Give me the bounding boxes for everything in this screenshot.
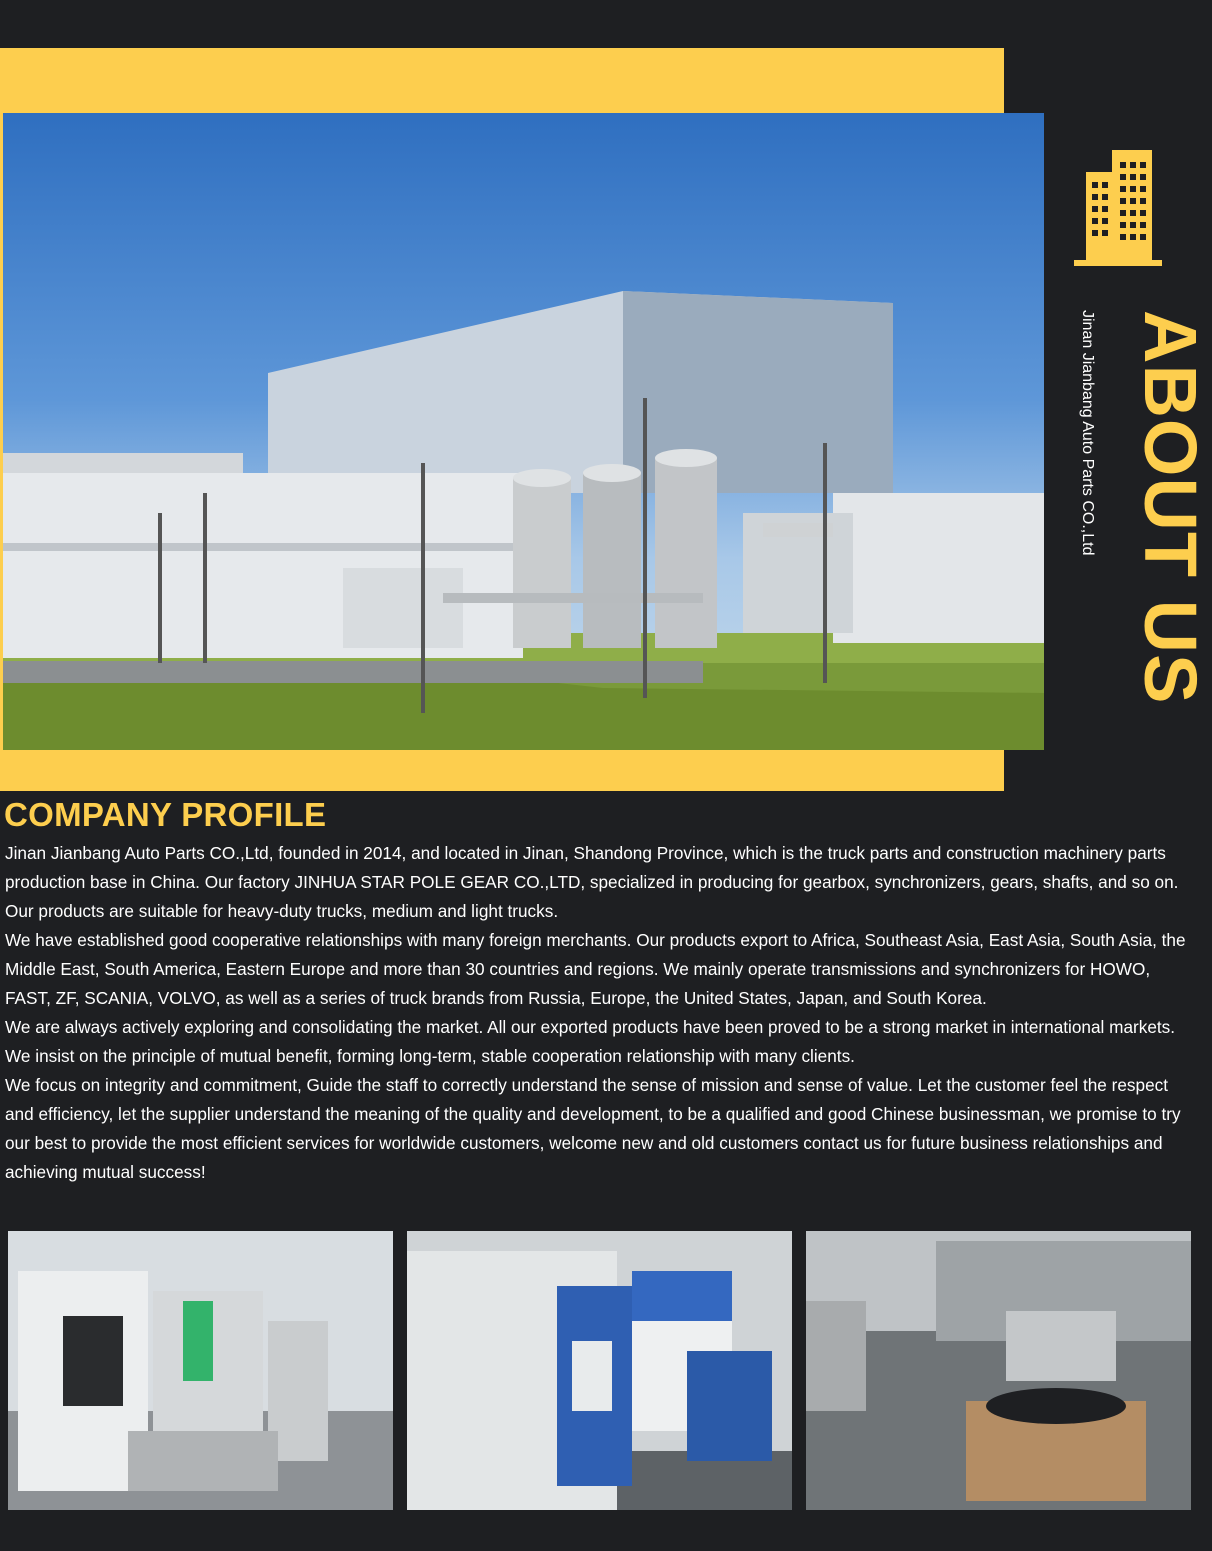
workshop-photo-parts-storage [806, 1231, 1191, 1510]
company-profile-text [5, 839, 1195, 1187]
profile-paragraph: Jinan Jianbang Auto Parts CO.,Ltd, founded in 2014, and located in Jinan, Shandong Province, which is the truck parts and construction machinery parts production base in China. Our factory JINHUA STAR POLE GEAR CO.,LTD, specialized in producing for gearbox, synchronizers, gears, shafts, and so on. Our products are suitable for heavy-duty trucks, medium and light trucks. [5, 843, 1179, 921]
about-us-title: ABOUT US [1129, 310, 1212, 705]
factory-hero-image [3, 113, 1044, 750]
workshop-photo-lathes [407, 1231, 792, 1510]
company-profile-heading: COMPANY PROFILE [4, 796, 327, 833]
profile-paragraph: We have established good cooperative relationships with many foreign merchants. Our products export to Africa, Southeast Asia, East Asia, South Asia, the Middle East, South America, Eastern Europe and more than 30 countries and regions. We mainly operate transmissions and synchronizers for HOWO, FAST, ZF, SCANIA, VOLVO, as well as a series of truck brands from Russia, Europe, the United States, Japan, and South Korea. [5, 930, 1186, 1008]
profile-paragraph: We are always actively exploring and consolidating the market. All our exported products have been proved to be a strong market in international markets. We insist on the principle of mutual benefit, forming long-term, stable cooperation relationship with many clients. [5, 1017, 1176, 1066]
profile-paragraph: We focus on integrity and commitment, Guide the staff to correctly understand the sense of mission and sense of value. Let the customer feel the respect and efficiency, let the supplier understand the meaning of the quality and development, to be a qualified and good Chinese businessman, we promise to try our best to provide the most efficient services for worldwide customers, welcome new and old customers contact us for future business relationships and achieving mutual success! [5, 1075, 1181, 1182]
workshop-photo-cnc-machines [8, 1231, 393, 1510]
company-name-vertical: Jinan Jianbang Auto Parts CO.,Ltd [1079, 310, 1096, 556]
building-icon [1074, 150, 1162, 268]
